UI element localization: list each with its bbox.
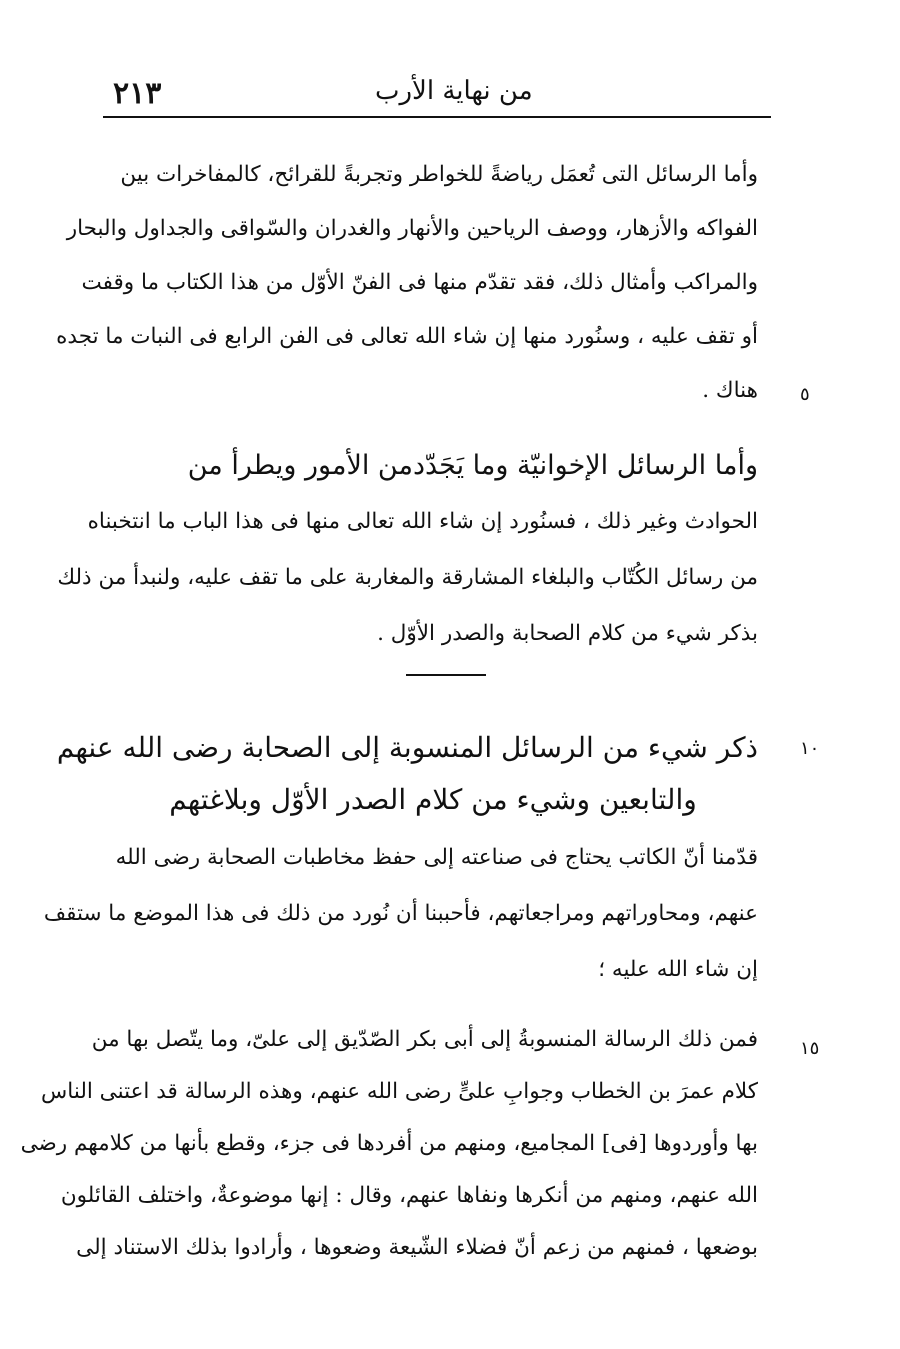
text-line: الفواكه والأزهار، ووصف الرياحين والأنهار والغدران والسّواقى والجداول والبحار [66,216,758,241]
text-line: فمن ذلك الرسالة المنسوبةُ إلى أبى بكر الصّدّيق إلى علىّ، وما يتّصل بها من [91,1027,758,1052]
text-line: هناك . [702,378,758,403]
section-heading [56,722,758,826]
text-line: كلام عمرَ بن الخطاب وجوابِ علىٍّ رضى الله عنهم، وهذه الرسالة قد اعتنى الناس [41,1079,758,1104]
text-line: بوضعها ، فمنهم من زعم أنّ فضلاء الشّيعة وضعوها ، وأرادوا بذلك الاستناد إلى [76,1235,758,1260]
line-number-15: ١٥ [800,1038,820,1059]
line-number-10: ١٠ [800,738,820,759]
heading-line-2: والتابعين وشيء من كلام الصدر الأوّل وبلاغتهم [169,783,697,816]
section-divider [406,674,486,676]
text-line: الحوادث وغير ذلك ، فسنُورد إن شاء الله تعالى منها فى هذا الباب ما انتخبناه [87,509,758,534]
heading-line-1: ذكر شيء من الرسائل المنسوبة إلى الصحابة رضى الله عنهم [56,731,758,764]
page-number: ٢١٣ [113,76,162,111]
text-line: بذكر شيء من كلام الصحابة والصدر الأوّل . [377,621,758,646]
text-line: وأما الرسائل الإخوانيّة وما يَجَدّدمن الأمور ويطرأ من [187,450,758,481]
text-line: إن شاء الله عليه ؛ [598,957,758,982]
text-line: والمراكب وأمثال ذلك، فقد تقدّم منها فى الفنّ الأوّل من هذا الكتاب ما وقفت [81,270,758,295]
text-line: الله عنهم، ومنهم من أنكرها ونفاها عنهم، وقال : إنها موضوعةٌ، واختلف القائلون [60,1183,758,1208]
text-line: أو تقف عليه ، وسنُورد منها إن شاء الله تعالى فى الفن الرابع فى النبات ما تجده [56,324,758,349]
page-header [103,68,771,118]
paragraph-letters-exercise [56,148,758,418]
header-rule [103,116,771,118]
text-line: عنهم، ومحاوراتهم ومراجعاتهم، فأحببنا أن نُورد من ذلك فى هذا الموضع ما ستقف [43,901,758,926]
text-line: من رسائل الكُتّاب والبلغاء المشارقة والمغاربة على ما تقف عليه، ولنبدأ من ذلك [57,565,758,590]
paragraph-brotherly-letters [57,438,758,662]
paragraph-abu-bakr-letter [20,1014,758,1274]
text-line: وأما الرسائل التى تُعمَل رياضةً للخواطر وتجربةً للقرائح، كالمفاخرات بين [120,162,758,187]
line-number-5: ٥ [800,384,810,405]
running-title: من نهاية الأرب [375,76,533,106]
text-line: بها وأوردوها [فى] المجاميع، ومنهم من أفردها فى جزء، وقطع بأنها من كلامهم رضى [20,1131,758,1156]
text-line: قدّمنا أنّ الكاتب يحتاج فى صناعته إلى حفظ مخاطبات الصحابة رضى الله [115,845,758,870]
paragraph-intro-companions [43,830,758,998]
